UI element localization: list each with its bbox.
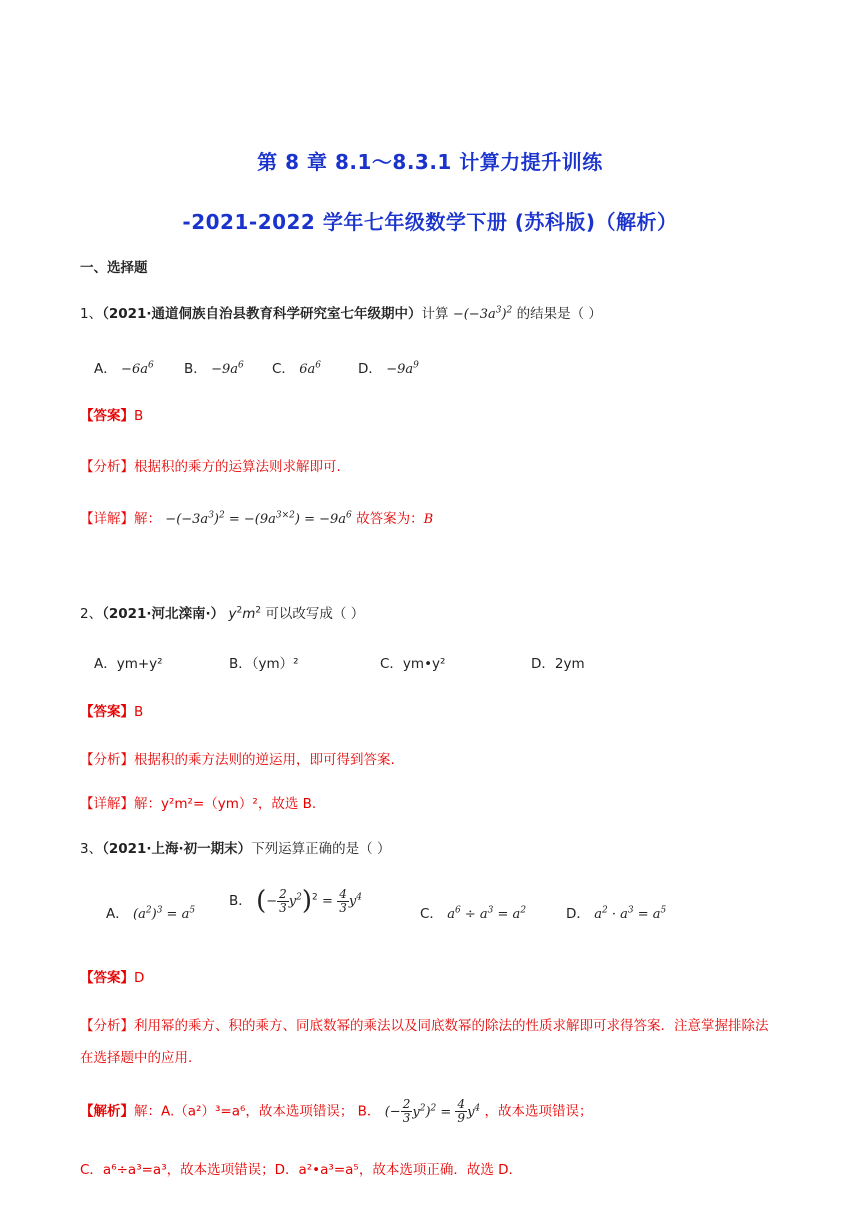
question-2-stem: 2、（2021·河北滦南·） $y^2m^2$ 可以改写成（ ） bbox=[80, 605, 365, 622]
question-3-solution-line-1: 【解析】解：A.（a²）³=a⁶，故本选项错误； B． (− $\frac{2}{3}$ $y^2)^2$ = $\frac{4}{9}$ $y^4$ ，故本选项错误； bbox=[80, 1097, 593, 1125]
question-1-stem: 1、（2021·通道侗族自治县教育科学研究室七年级期中）计算 $-(-3a^3)^2$ 的结果是（ ） bbox=[80, 305, 602, 322]
question-1-option-b: B． $-9a^6$ bbox=[184, 360, 244, 377]
question-1-analysis: 【分析】根据积的乘方的运算法则求解即可. bbox=[80, 459, 341, 475]
question-1-expression: $-(-3a^3)^2$ bbox=[452, 305, 513, 322]
title-line-1: 第 8 章 8.1～8.3.1 计算力提升训练 bbox=[257, 150, 603, 174]
question-1-detail: 【详解】解： $-(-3a^3)^2 = -(9a^{3\times 2}) = -9a^6$ 故答案为：B bbox=[80, 510, 434, 527]
question-1-detail-expression: $-(-3a^3)^2 = -(9a^{3\times 2}) = -9a^6$ bbox=[165, 510, 352, 527]
question-3-option-c: C． $a^6 \div a^3 = a^2$ bbox=[420, 905, 527, 922]
question-3-option-a: A． $(a^2)^3 = a^5$ bbox=[106, 905, 196, 922]
question-2-option-b: B．（ym）² bbox=[229, 656, 299, 672]
question-2-analysis: 【分析】根据积的乘方法则的逆运用，即可得到答案. bbox=[80, 752, 395, 768]
question-3-answer: 【答案】D bbox=[80, 970, 145, 986]
question-1-answer: 【答案】B bbox=[80, 408, 144, 424]
question-2-option-c: C．ym•y² bbox=[380, 656, 446, 672]
question-2-option-a: A．ym+y² bbox=[94, 656, 163, 672]
question-2-answer: 【答案】B bbox=[80, 704, 144, 720]
question-2-source: （2021·河北滦南·） bbox=[102, 606, 225, 622]
question-1-option-c: C． $6a^6$ bbox=[272, 360, 321, 377]
question-3-solution-line-2: C．a⁶÷a³=a³，故本选项错误；D．a²•a³=a⁵，故本选项正确．故选 D. bbox=[80, 1162, 513, 1178]
question-3-option-b: B． (− $\frac{2}{3}$ $y^2)^2$ = $\frac{4}{3}$ $y^4$ bbox=[229, 886, 362, 916]
question-1-option-d: D． $-9a^9$ bbox=[358, 360, 419, 377]
title-line-2: -2021-2022 学年七年级数学下册 (苏科版)（解析） bbox=[182, 210, 678, 234]
question-2-option-d: D．2ym bbox=[531, 656, 585, 672]
section-heading: 一、选择题 bbox=[80, 260, 148, 276]
question-2-expression: $y^2m^2$ bbox=[228, 605, 262, 622]
question-3-source: （2021·上海·初一期末） bbox=[102, 841, 252, 857]
question-1-option-a: A． $-6a^6$ bbox=[94, 360, 154, 377]
question-3-analysis: 【分析】利用幂的乘方、积的乘方、同底数幂的乘法以及同底数幂的除法的性质求解即可求得答案．注意掌握排除法在选择题中的应用. bbox=[80, 1018, 769, 1066]
question-3-solution-expression: (− bbox=[384, 1104, 401, 1120]
question-2-detail: 【详解】解：y²m²=（ym）²，故选 B. bbox=[80, 796, 317, 812]
question-1-source: （2021·通道侗族自治县教育科学研究室七年级期中） bbox=[102, 306, 422, 322]
question-3-stem: 3、（2021·上海·初一期末）下列运算正确的是（ ） bbox=[80, 841, 391, 857]
question-3-option-d: D． $a^2 \cdot a^3 = a^5$ bbox=[566, 905, 667, 922]
